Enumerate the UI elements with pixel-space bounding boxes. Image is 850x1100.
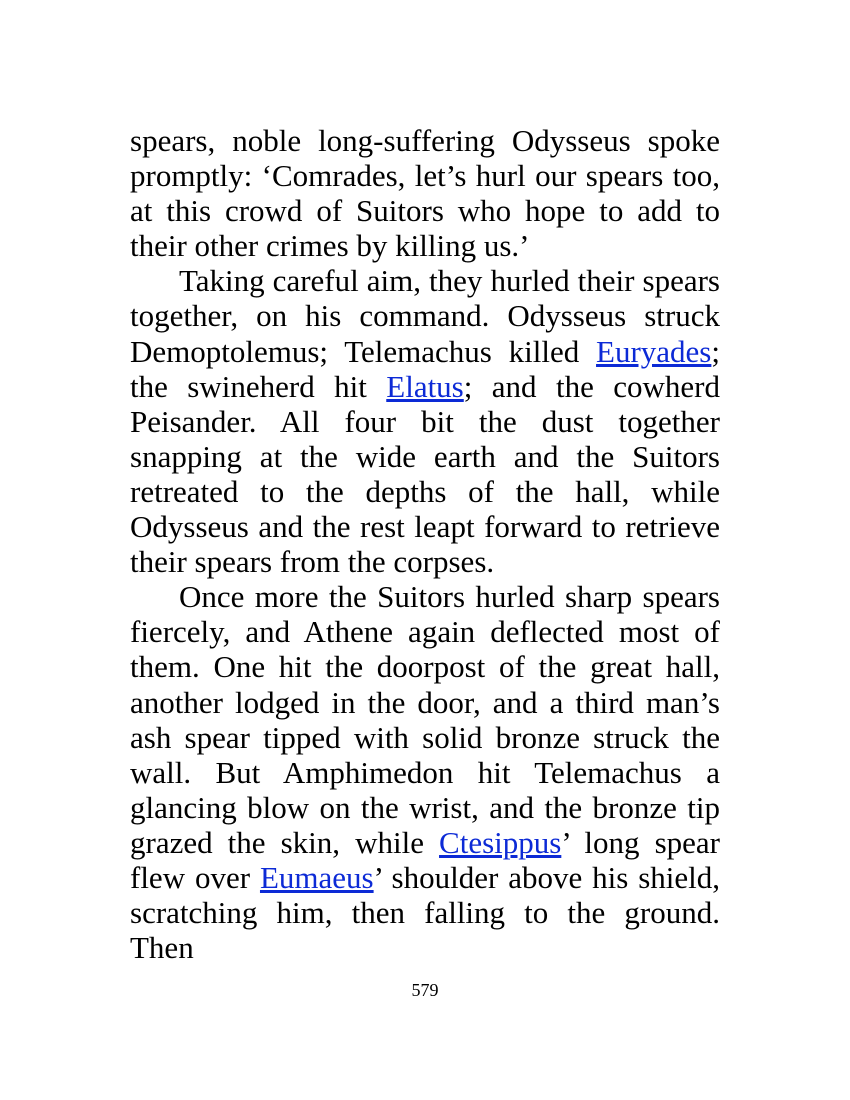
paragraph-1 bbox=[130, 123, 720, 263]
paragraph-2-text-c: ; and the cowherd Peisander. All four bit the dust together snapping at the wide earth and the Suitors retreated to the depths of the hall, while Odysseus and the rest leapt forward to retrieve their spears from the corpses. bbox=[130, 368, 720, 580]
link-euryades[interactable]: Euryades bbox=[596, 333, 712, 369]
page-number: 579 bbox=[411, 980, 439, 1000]
paragraph-3-text-a: Once more the Suitors hurled sharp spears fiercely, and Athene again deflected most of them. One hit the doorpost of the great hall, another lodged in the door, and a third man’s ash spear tipped with solid bronze struck the wall. But Amphimedon hit Telemachus a glancing blow on the wrist, and the bronze tip grazed the skin, while bbox=[130, 579, 720, 860]
paragraph-3-text-b: ’ long spear flew over bbox=[130, 824, 720, 895]
link-ctesippus[interactable]: Ctesippus bbox=[439, 824, 562, 860]
paragraph-2-text-a: Taking careful aim, they hurled their spears together, on his command. Odysseus struck Demoptolemus; Telemachus killed bbox=[130, 263, 720, 369]
link-eumaeus[interactable]: Eumaeus bbox=[259, 859, 374, 895]
page-body bbox=[130, 123, 720, 965]
link-elatus[interactable]: Elatus bbox=[386, 368, 464, 404]
paragraph-3-text-c: ’ shoulder above his shield, scratching him, then falling to the ground. Then bbox=[130, 859, 720, 966]
paragraph-2-text-b: ; the swineherd hit bbox=[130, 333, 720, 404]
paragraph-3 bbox=[130, 579, 720, 965]
paragraph-1-text: spears, noble long-suffering Odysseus spoke promptly: ‘Comrades, let’s hurl our spears too, at this crowd of Suitors who hope to add to their other crimes by killing us.’ bbox=[130, 123, 720, 264]
paragraph-2 bbox=[130, 263, 720, 579]
